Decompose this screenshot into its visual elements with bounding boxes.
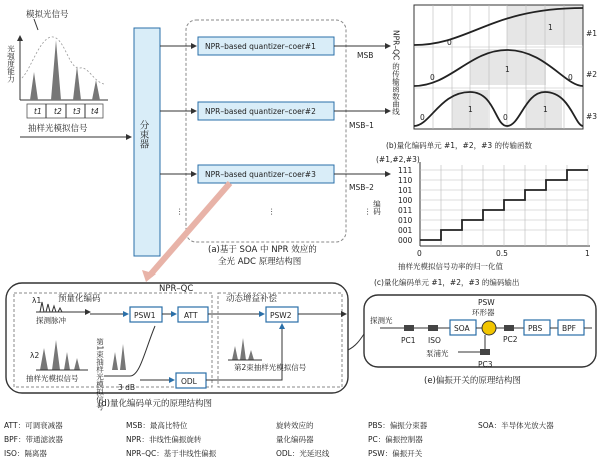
panel-b-caption: (b)量化编码单元 #1，#2，#3 的传输函数: [386, 141, 533, 150]
splitter: [134, 28, 160, 256]
odl-label: ODL: [181, 377, 197, 386]
legend-r0-c0: ATT：可调衰减器: [4, 421, 63, 430]
pump-label: 泵浦光: [426, 349, 449, 358]
b1-level-0: 0: [447, 38, 452, 47]
panel-c: [372, 155, 590, 288]
pc2-label: PC2: [503, 335, 518, 344]
circulator-icon: [482, 321, 496, 335]
b3-level-0b: 0: [503, 113, 508, 122]
psw2-label: PSW2: [270, 311, 292, 320]
panel-c-header: (#1,#2,#3): [376, 155, 420, 164]
coupler-path: [104, 326, 155, 376]
sampled-signal-label: 抽样光模拟信号: [28, 124, 88, 134]
quantizer-2: [160, 102, 390, 130]
quantizer-3-output: MSB–2: [349, 183, 374, 192]
ellipsis-3: ⋮: [364, 207, 372, 216]
panel-c-caption: (c)量化编码单元 #1，#2，#3 的编码输出: [374, 278, 520, 287]
legend-r2-c1: NPR–QC：基于非线性偏振: [126, 449, 217, 458]
legend: [4, 420, 554, 458]
code-110: 110: [398, 176, 413, 185]
code-001: 001: [398, 226, 413, 235]
iso-block: [428, 325, 438, 331]
time-label-2: t2: [54, 107, 62, 116]
pc3-label: PC3: [478, 360, 493, 369]
y-axis-label: 光强度能力: [6, 45, 16, 83]
panel-d: [6, 283, 348, 410]
gain-label: 动态增益补偿: [226, 294, 278, 304]
probe-light: 探测光: [370, 316, 393, 325]
legend-r1-c1: NPR：非线性偏振旋转: [126, 435, 202, 444]
time-label-3: t3: [73, 107, 81, 116]
code-111: 111: [398, 166, 413, 175]
psw-link: [348, 334, 364, 350]
pre-quant-label: 预量化编码: [58, 294, 101, 304]
code-011: 011: [398, 206, 413, 215]
panel-c-ylabel: 编码: [372, 200, 382, 215]
code-010: 010: [398, 216, 413, 225]
soa-label: SOA: [454, 324, 470, 333]
series-1-label: 第1束抽样光模拟信号: [95, 338, 105, 411]
legend-r0-c1: MSB：最高比特位: [126, 421, 188, 430]
analog-signal-label: 模拟光信号: [26, 10, 69, 20]
quantizer-2-label: NPR–based quantizer–coer#2: [205, 107, 316, 116]
panel-e: [348, 295, 596, 386]
code-100: 100: [398, 196, 413, 205]
label-leader: [34, 19, 38, 30]
pc1-label: PC1: [401, 336, 416, 345]
panel-b-ylabel: NPR–QC 的传输函数曲线: [391, 30, 401, 116]
code-000: 000: [398, 236, 413, 245]
b-tag-3: #3: [586, 112, 598, 121]
bpf-label: BPF: [562, 324, 576, 333]
iso-label: ISO: [428, 336, 441, 345]
panel-c-xlabel: 抽样光模拟信号功率的归一化值: [398, 262, 503, 271]
panel-e-caption: (e)偏振开关的原理结构图: [424, 376, 521, 386]
pulse-3: [73, 66, 81, 100]
b2-level-1: 1: [505, 65, 510, 74]
quantizer-1: [160, 37, 390, 60]
pbs-label: PBS: [528, 324, 543, 333]
quantizer-1-output: MSB: [357, 51, 374, 60]
caption-a-line2: 全光 ADC 原理结构图: [218, 257, 302, 267]
legend-r0-c3: PBS：偏振分束器: [368, 421, 428, 430]
probe-label: 探测脉冲: [36, 316, 66, 325]
legend-r1-c3: PC：偏振控制器: [368, 435, 423, 444]
x-tick-1: 1: [585, 249, 590, 258]
pc1-block: [404, 325, 414, 331]
time-label-1: t1: [34, 107, 42, 116]
legend-r2-c2: ODL：光延迟线: [276, 449, 330, 458]
b-tag-2: #2: [586, 70, 598, 79]
b-tag-1: #1: [586, 29, 598, 38]
coupler-db: 3 dB: [118, 383, 136, 392]
b2-level-0b: 0: [568, 73, 573, 82]
pulse-4: [92, 80, 100, 100]
x-tick-05: 0.5: [496, 249, 508, 258]
b3-level-0a: 0: [420, 113, 425, 122]
att-label: ATT: [184, 311, 198, 320]
time-label-4: t4: [91, 107, 99, 116]
lambda2: λ2: [30, 351, 40, 360]
legend-r1-c2: 量化编码器: [276, 435, 314, 444]
b3-level-1b: 1: [543, 105, 548, 114]
quantizer-1-label: NPR–based quantizer–coer#1: [205, 42, 316, 51]
legend-r1-c0: BPF：带通滤波器: [4, 435, 63, 444]
series-2-line1: 第2束抽样光模拟信号: [234, 363, 307, 372]
legend-r0-c2: 旋转效应的: [276, 421, 314, 430]
ellipsis-2: ⋮: [268, 207, 276, 216]
panel-d-title: NPR–QC: [159, 284, 194, 294]
caption-a-line1: (a)基于 SOA 中 NPR 效应的: [208, 245, 317, 255]
pulse-2: [51, 40, 61, 100]
legend-r2-c3: PSW：偏振开关: [368, 449, 423, 458]
pulse-1: [30, 72, 38, 100]
legend-r0-c4: SOA：半导体光放大器: [478, 421, 554, 430]
panel-d-caption: (d)量化编码单元的原理结构图: [98, 399, 213, 409]
pc2-block: [504, 325, 514, 331]
pc3-block: [480, 349, 490, 355]
splitter-label: 分束器: [137, 120, 149, 149]
psw-label: PSW: [478, 298, 495, 307]
legend-r2-c0: ISO：隔离器: [4, 449, 47, 458]
quantizer-3-label: NPR–based quantizer–coer#3: [205, 170, 316, 179]
sampled-pulses: [40, 340, 80, 370]
panel-b: [386, 5, 597, 151]
quantizer-3: [160, 165, 390, 192]
b3-level-1a: 1: [468, 105, 473, 114]
circulator-label: 环形器: [472, 308, 495, 317]
ellipsis-1: ⋮: [176, 207, 184, 216]
x-tick-0: 0: [417, 249, 422, 258]
code-101: 101: [398, 186, 413, 195]
psw1-label: PSW1: [134, 311, 156, 320]
sampled-label: 抽样光模拟信号: [26, 374, 79, 383]
b2-level-0a: 0: [430, 73, 435, 82]
b1-level-1: 1: [548, 23, 553, 32]
lambda1: λ1: [32, 296, 42, 305]
quantizer-2-output: MSB–1: [349, 121, 374, 130]
input-signal-panel: [6, 9, 131, 137]
